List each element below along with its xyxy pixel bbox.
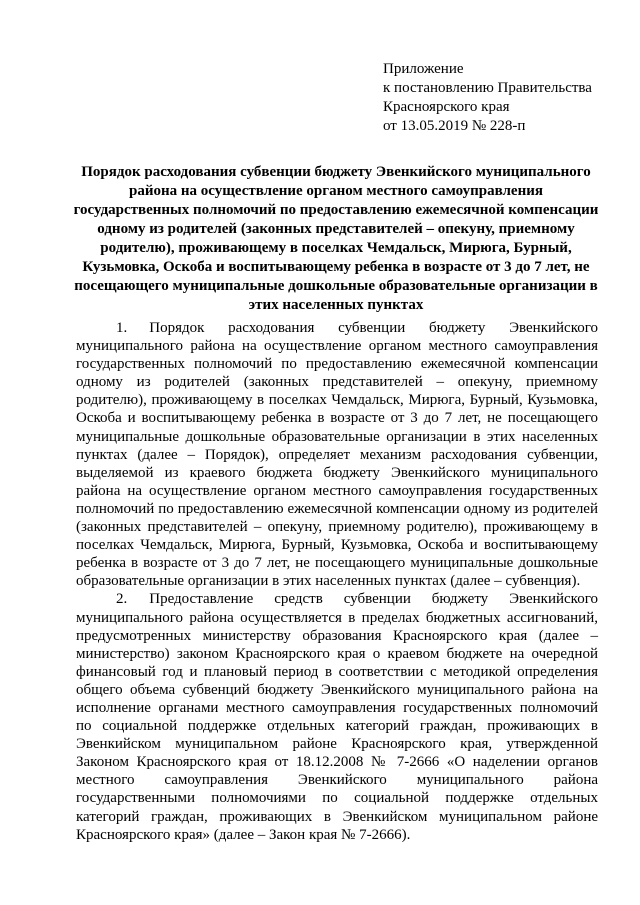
appendix-date-number: от 13.05.2019 № 228-п — [383, 118, 526, 134]
paragraph-number: 1. — [116, 320, 128, 336]
document-title: Порядок расходования субвенции бюджету Эвенкийского муниципального района на осуществление органом местного самоуправления государственных полномочий по предоставлению ежемесячной компенсации одному из родителей (законных представителей – опекуну, приемному родителю), проживающему в поселках Чемдальск, Мирюга, Бурный, Кузьмовка, Оскоба и воспитывающему ребенка в возрасте от 3 до 7 лет, не посещающего муниципальные дошкольные образовательные организации в этих населенных пунктах — [73, 164, 599, 313]
paragraph-number: 2. — [116, 591, 128, 608]
appendix-header — [383, 60, 592, 136]
paragraph-text: Предоставление средств субвенции бюджету Эвенкийского муниципального района осуществляется в пределах бюджетных ассигнований, предусмотренных министерству образования Красноярского края (далее – министерство) законом Красноярского края о краевом бюджете на очередной финансовый год и плановый период в соответствии с методикой определения общего объема субвенций бюджету Эвенкийского муниципального района на исполнение органами местного самоуправления государственных полномочий по социальной поддержке отдельных категорий граждан, проживающих в Эвенкийском муниципальном районе Красноярского края, утвержденной Законом Красноярского края от 18.12.2008 № 7-2666 «О наделении органов местного самоуправления Эвенкийского муниципального района государственными полномочиями по социальной поддержке отдельных категорий граждан, проживающих в Эвенкийском муниципальном районе Красноярского края» (далее – Закон края № 7-2666). — [76, 591, 598, 843]
paragraph-2 — [76, 590, 598, 843]
paragraph-1 — [76, 319, 598, 590]
paragraph-text: Порядок расходования субвенции бюджету Эвенкийского муниципального района на осуществление органом местного самоуправления государственных полномочий по предоставлению ежемесячной компенсации одному из родителей (законных представителей – опекуну, приемному родителю), проживающему в поселках Чемдальск, Мирюга, Бурный, Кузьмовка, Оскоба и воспитывающему ребенка в возрасте от 3 до 7 лет, не посещающего муниципальные дошкольные образовательные организации в этих населенных пунктах (далее – Порядок), определяет механизм расходования субвенции, выделяемой из краевого бюджета бюджету Эвенкийского муниципального района на осуществление органом местного самоуправления государственных полномочий по предоставлению ежемесячной компенсации одному из родителей (законных представителей – опекуну, приемному родителю), проживающему в поселках Чемдальск, Мирюга, Бурный, Кузьмовка, Оскоба и воспитывающему ребенка в возрасте от 3 до 7 лет, не посещающего муниципальные дошкольные образовательные организации в этих населенных пунктах (далее – субвенция). — [76, 320, 598, 590]
appendix-resolution-ref: к постановлению Правительства — [383, 80, 592, 96]
appendix-region: Красноярского края — [383, 99, 510, 115]
appendix-label: Приложение — [383, 61, 464, 77]
document-body — [76, 319, 598, 844]
